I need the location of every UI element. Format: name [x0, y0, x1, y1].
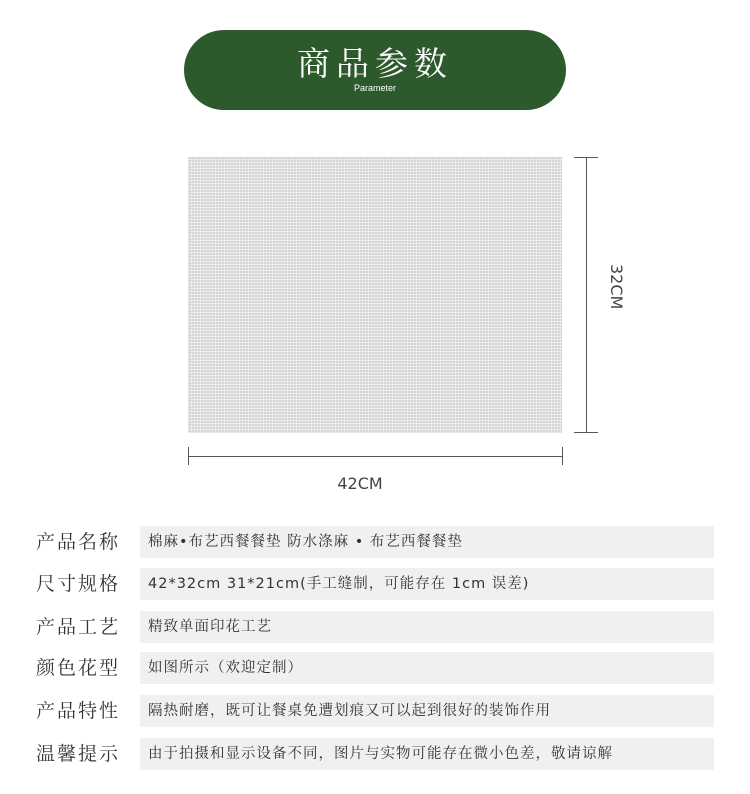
spec-value: 42*32cm 31*21cm(手工缝制，可能存在 1cm 误差) — [140, 568, 714, 600]
linen-placemat-image — [188, 157, 562, 433]
spec-value: 隔热耐磨，既可让餐桌免遭划痕又可以起到很好的装饰作用 — [140, 695, 714, 727]
spec-value: 由于拍摄和显示设备不同，图片与实物可能存在微小色差，敬请谅解 — [140, 738, 714, 770]
page-subtitle: Parameter — [353, 83, 397, 93]
page-title: 商品参数 — [297, 44, 453, 83]
width-dimension-right-tick — [562, 447, 563, 465]
spec-row-size — [36, 568, 714, 600]
spec-key: 产品工艺 — [36, 616, 121, 638]
spec-key: 温馨提示 — [36, 743, 121, 765]
spec-key: 产品特性 — [36, 700, 121, 722]
spec-row-notice — [36, 738, 714, 770]
width-dimension-label: 42CM — [337, 474, 383, 493]
spec-row-product-name — [36, 526, 714, 558]
spec-key: 尺寸规格 — [36, 573, 121, 595]
width-dimension-line — [188, 456, 563, 457]
spec-key: 产品名称 — [36, 531, 121, 553]
header-banner — [184, 30, 566, 110]
height-dimension-line — [586, 157, 587, 433]
spec-key: 颜色花型 — [36, 657, 121, 679]
spec-row-features — [36, 695, 714, 727]
spec-value: 棉麻•布艺西餐餐垫 防水涤麻 • 布艺西餐餐垫 — [140, 526, 714, 558]
height-dimension-label: 32CM — [607, 264, 626, 310]
height-dimension-bottom-tick — [574, 432, 598, 433]
spec-value: 精致单面印花工艺 — [140, 611, 714, 643]
spec-row-color-pattern — [36, 652, 714, 684]
spec-value: 如图所示（欢迎定制） — [140, 652, 714, 684]
spec-row-craft — [36, 611, 714, 643]
